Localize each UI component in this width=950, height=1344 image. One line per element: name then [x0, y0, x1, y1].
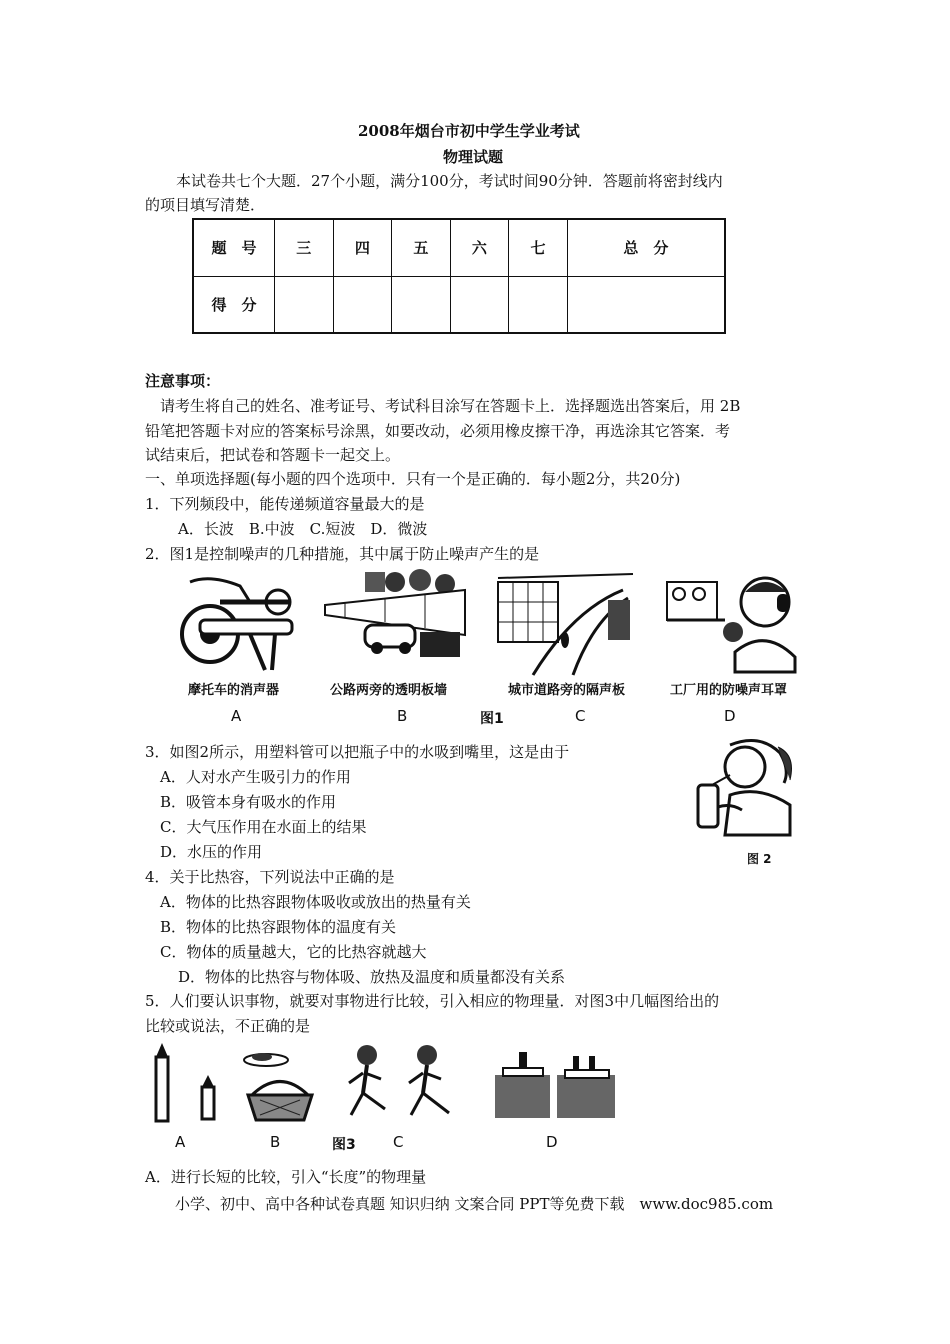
factory-ear-muffs-illustration	[665, 572, 800, 677]
q4-option-c: C．物体的质量越大，它的比热容就越大	[160, 943, 427, 961]
score-table-cell: 三	[275, 219, 334, 276]
fig3-letter-d: D	[546, 1133, 558, 1151]
score-table-cell: 六	[450, 219, 509, 276]
score-table-cell: 题 号	[193, 219, 275, 276]
q3-option-a: A．人对水产生吸引力的作用	[160, 768, 351, 786]
score-table-header-row	[193, 219, 725, 276]
notes-line-3: 试结束后，把试卷和答题卡一起交上。	[145, 446, 401, 464]
city-road-sound-barrier-illustration	[493, 570, 633, 675]
fig1-letter-b: B	[397, 707, 408, 725]
fig1-letter-d: D	[724, 707, 736, 725]
score-input-cell[interactable]	[509, 276, 568, 333]
score-input-cell[interactable]	[275, 276, 334, 333]
score-input-cell[interactable]	[567, 276, 725, 333]
intro-line-1: 本试卷共七个大题．27个小题，满分100分，考试时间90分钟．答题前将密封线内	[176, 172, 723, 190]
highway-transparent-wall-illustration	[325, 570, 465, 675]
fig3-label: 图3	[332, 1137, 356, 1153]
fig3-letter-b: B	[270, 1133, 281, 1151]
q1-options: A．长波 B.中波 C.短波 D．微波	[178, 520, 428, 538]
girl-drinking-straw-illustration	[690, 735, 800, 840]
pencils-length-illustration	[150, 1043, 225, 1123]
fig3-letter-a: A	[175, 1133, 186, 1151]
footer-text[interactable]: 小学、初中、高中各种试卷真题 知识归纳 文案合同 PPT等免费下载 www.doc985.com	[175, 1195, 774, 1213]
section-heading: 一、单项选择题(每小题的四个选项中．只有一个是正确的．每小题2分，共20分)	[145, 470, 681, 488]
fig1-caption-d: 工厂用的防噪声耳罩	[670, 683, 788, 698]
fig3-letter-c: C	[393, 1133, 404, 1151]
score-table-cell: 得 分	[193, 276, 275, 333]
running-children-illustration	[345, 1043, 465, 1128]
fig1-caption-b: 公路两旁的透明板墙	[330, 683, 448, 698]
q5-stem-line-2: 比较或说法，不正确的是	[145, 1017, 311, 1035]
fig2-label: 图 2	[747, 852, 772, 866]
basket-items-illustration	[240, 1050, 320, 1125]
notes-heading: 注意事项：	[145, 372, 221, 390]
score-table-cell: 七	[509, 219, 568, 276]
q1-stem: 1．下列频段中，能传递频道容量最大的是	[145, 495, 425, 513]
intro-line-2: 的项目填写清楚．	[145, 196, 266, 214]
fig1-letter-c: C	[575, 707, 586, 725]
score-table	[192, 218, 726, 334]
notes-line-2: 铅笔把答题卡对应的答案标号涂黑，如要改动，必须用橡皮擦干净，再选涂其它答案．考	[145, 422, 731, 440]
exam-title: 2008年烟台市初中学生学业考试	[358, 122, 580, 140]
fig1-label: 图1	[480, 711, 504, 727]
q3-stem: 3．如图2所示，用塑料管可以把瓶子中的水吸到嘴里，这是由于	[145, 743, 570, 761]
q2-stem: 2．图1是控制噪声的几种措施，其中属于防止噪声产生的是	[145, 545, 540, 563]
q3-option-d: D．水压的作用	[160, 843, 263, 861]
fig1-caption-a: 摩托车的消声器	[188, 683, 280, 698]
notes-line-1: 请考生将自己的姓名、准考证号、考试科目涂写在答题卡上．选择题选出答案后，用 2B	[160, 397, 741, 415]
q4-option-a: A．物体的比热容跟物体吸收或放出的热量有关	[160, 893, 471, 911]
fig1-caption-c: 城市道路旁的隔声板	[508, 683, 626, 698]
score-table-cell: 总 分	[567, 219, 725, 276]
score-table-cell: 五	[392, 219, 451, 276]
score-table-cell: 四	[333, 219, 392, 276]
q4-option-b: B．物体的比热容跟物体的温度有关	[160, 918, 397, 936]
q5-option-a: A．进行长短的比较，引入“长度”的物理量	[145, 1168, 427, 1186]
q4-option-d: D．物体的比热容与物体吸、放热及温度和质量都没有关系	[178, 968, 566, 986]
score-table-score-row	[193, 276, 725, 333]
score-input-cell[interactable]	[392, 276, 451, 333]
q3-option-b: B．吸管本身有吸水的作用	[160, 793, 337, 811]
score-input-cell[interactable]	[333, 276, 392, 333]
score-input-cell[interactable]	[450, 276, 509, 333]
q3-option-c: C．大气压作用在水面上的结果	[160, 818, 367, 836]
q5-stem-line-1: 5．人们要认识事物，就要对事物进行比较，引入相应的物理量．对图3中几幅图给出的	[145, 992, 720, 1010]
motorcycle-muffler-illustration	[180, 572, 305, 677]
exam-subtitle: 物理试题	[443, 148, 504, 166]
q4-stem: 4．关于比热容，下列说法中正确的是	[145, 868, 395, 886]
fig1-letter-a: A	[231, 707, 242, 725]
pressure-on-sand-illustration	[493, 1050, 618, 1120]
